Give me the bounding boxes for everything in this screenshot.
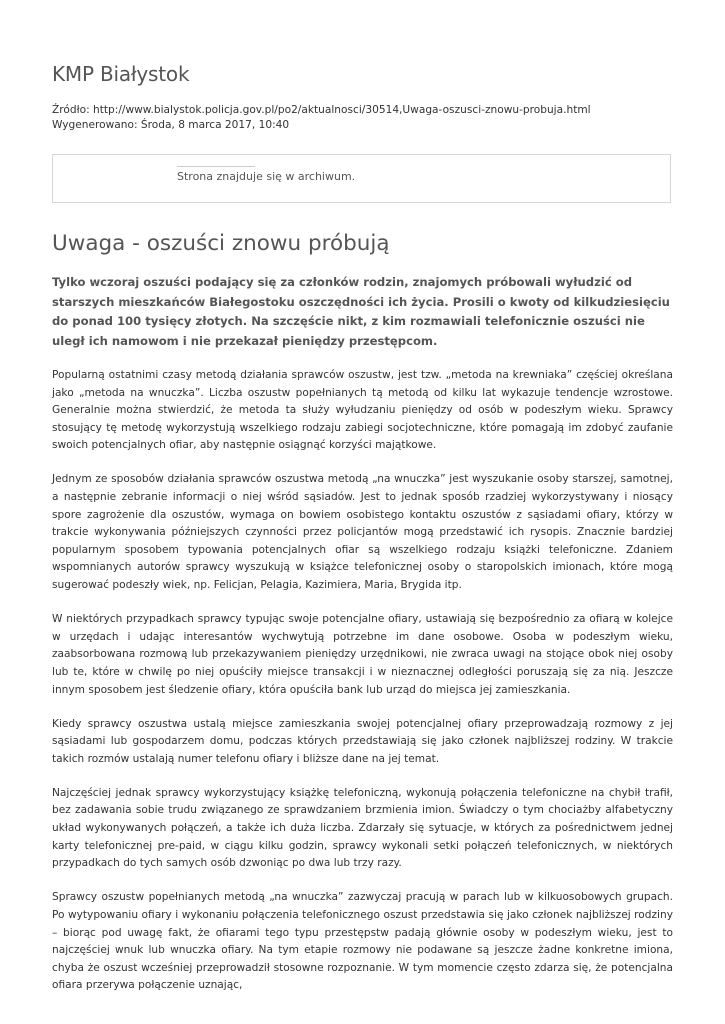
archive-notice-box [52, 154, 671, 203]
archive-divider [177, 166, 255, 167]
article-title: Uwaga - oszuści znowu próbują [52, 231, 390, 256]
site-title: KMP Białystok [52, 62, 190, 86]
article-paragraph: Jednym ze sposobów działania sprawców oszustwa metodą „na wnuczka” jest wyszukanie osoby starszej, samotnej, a następnie zebranie informacji o niej wśród sąsiadów. Jest to jednak sposób rzadziej wykorzystywany i niosący spore zagrożenie dla oszustów, wymaga on bowiem osobistego kontaktu oszustów z sąsiadami ofiary, którzy w trakcie wykonywania późniejszych czynności przez policjantów mogą przedstawić ich rysopis. Znacznie bardziej popularnym sposobem typowania potencjalnych ofiar są wszelkiego rodzaju książki telefoniczne. Zdaniem wspomnianych autorów sprawcy wyszukują w książce telefonicznej osoby o staropolskich imionach, które mogą sugerować podeszły wiek, np. Felicjan, Pelagia, Kazimiera, Maria, Brygida itp. [52, 473, 673, 592]
archive-notice-text: Strona znajduje się w archiwum. [177, 170, 356, 183]
article-body [52, 367, 673, 1011]
source-line: Źródło: http://www.bialystok.policja.gov.pl/po2/aktualnosci/30514,Uwaga-oszusci-znowu-probuja.html [52, 104, 591, 116]
article-paragraph: Kiedy sprawcy oszustwa ustalą miejsce zamieszkania swojej potencjalnej ofiary przeprowadzają rozmowy z jej sąsiadami lub gospodarzem domu, podczas których przedstawiają się jako członek najbliższej rodziny. W trakcie takich rozmów ustalają numer telefonu ofiary i bliższe dane na jej temat. [52, 717, 673, 765]
article-lead: Tylko wczoraj oszuści podający się za członków rodzin, znajomych próbowali wyłudzić od starszych mieszkańców Białegostoku oszczędności ich życia. Prosili o kwoty od kilkudziesięciu do ponad 100 tysięcy złotych. Na szczęście nikt, z kim rozmawiali telefonicznie oszuści nie uległ ich namowom i nie przekazał pieniędzy przestępcom. [52, 275, 670, 348]
article-paragraph: Najczęściej jednak sprawcy wykorzystujący książkę telefoniczną, wykonują połączenia telefoniczne na chybił trafił, bez zadawania sobie trudu związanego ze sprawdzaniem brzmienia imion. Świadczy o tym chociażby alfabetyczny układ wykonywanych połączeń, a także ich duża liczba. Zdarzały się sytuacje, w których za pośrednictwem jednej karty telefonicznej pre-paid, w ciągu kilku godzin, sprawcy wykonali setki połączeń telefonicznych, w niektórych przypadkach do tych samych osób dzwoniąc po dwa lub trzy razy. [52, 786, 673, 870]
article-paragraph: Sprawcy oszustw popełnianych metodą „na wnuczka” zazwyczaj pracują w parach lub w kilkuosobowych grupach. Po wytypowaniu ofiary i wykonaniu połączenia telefonicznego oszust przedstawia się jako członek najbliższej rodziny – biorąc pod uwagę fakt, że ofiarami tego typu przestępstw padają głównie osoby w podeszłym wieku, jest to najczęściej wnuk lub wnuczka ofiary. Na tym etapie rozmowy nie podawane są jeszcze żadne konkretne imiona, chyba że oszust wcześniej przeprowadził stosowne rozpoznanie. W tym momencie często zdarza się, że potencjalna ofiara przerywa połączenie uznając, [52, 891, 673, 992]
article-paragraph: Popularną ostatnimi czasy metodą działania sprawców oszustw, jest tzw. „metoda na krewniaka” częściej określana jako „metoda na wnuczka”. Liczba oszustw popełnianych tą metodą od kilku lat wykazuje tendencje wzrostowe. Generalnie można stwierdzić, że metoda ta służy wyłudzaniu pieniędzy od osób w podeszłym wieku. Sprawcy stosujący tę metodę wykorzystują wszelkiego rodzaju zabiegi socjotechniczne, które pomagają im zdobyć zaufanie swoich potencjalnych ofiar, aby następnie osiągnąć korzyści majątkowe. [52, 369, 673, 452]
document-meta [52, 103, 591, 133]
generated-line: Wygenerowano: Środa, 8 marca 2017, 10:40 [52, 119, 290, 131]
article-paragraph: W niektórych przypadkach sprawcy typując swoje potencjalne ofiary, ustawiają się bezpośrednio za ofiarą w kolejce w urzędach i udając interesantów wychwytują potrzebne im dane osobowe. Osoba w podeszłym wieku, zaabsorbowana rozmową lub przekazywaniem pieniędzy urzędnikowi, nie zwraca uwagi na stojące obok niej osoby lub te, które w chwilę po niej opuściły miejsce transakcji i w nieznacznej odległości poruszają się za nią. Jeszcze innym sposobem jest śledzenie ofiary, która opuściła bank lub urząd do miejsca jej zamieszkania. [52, 613, 673, 696]
